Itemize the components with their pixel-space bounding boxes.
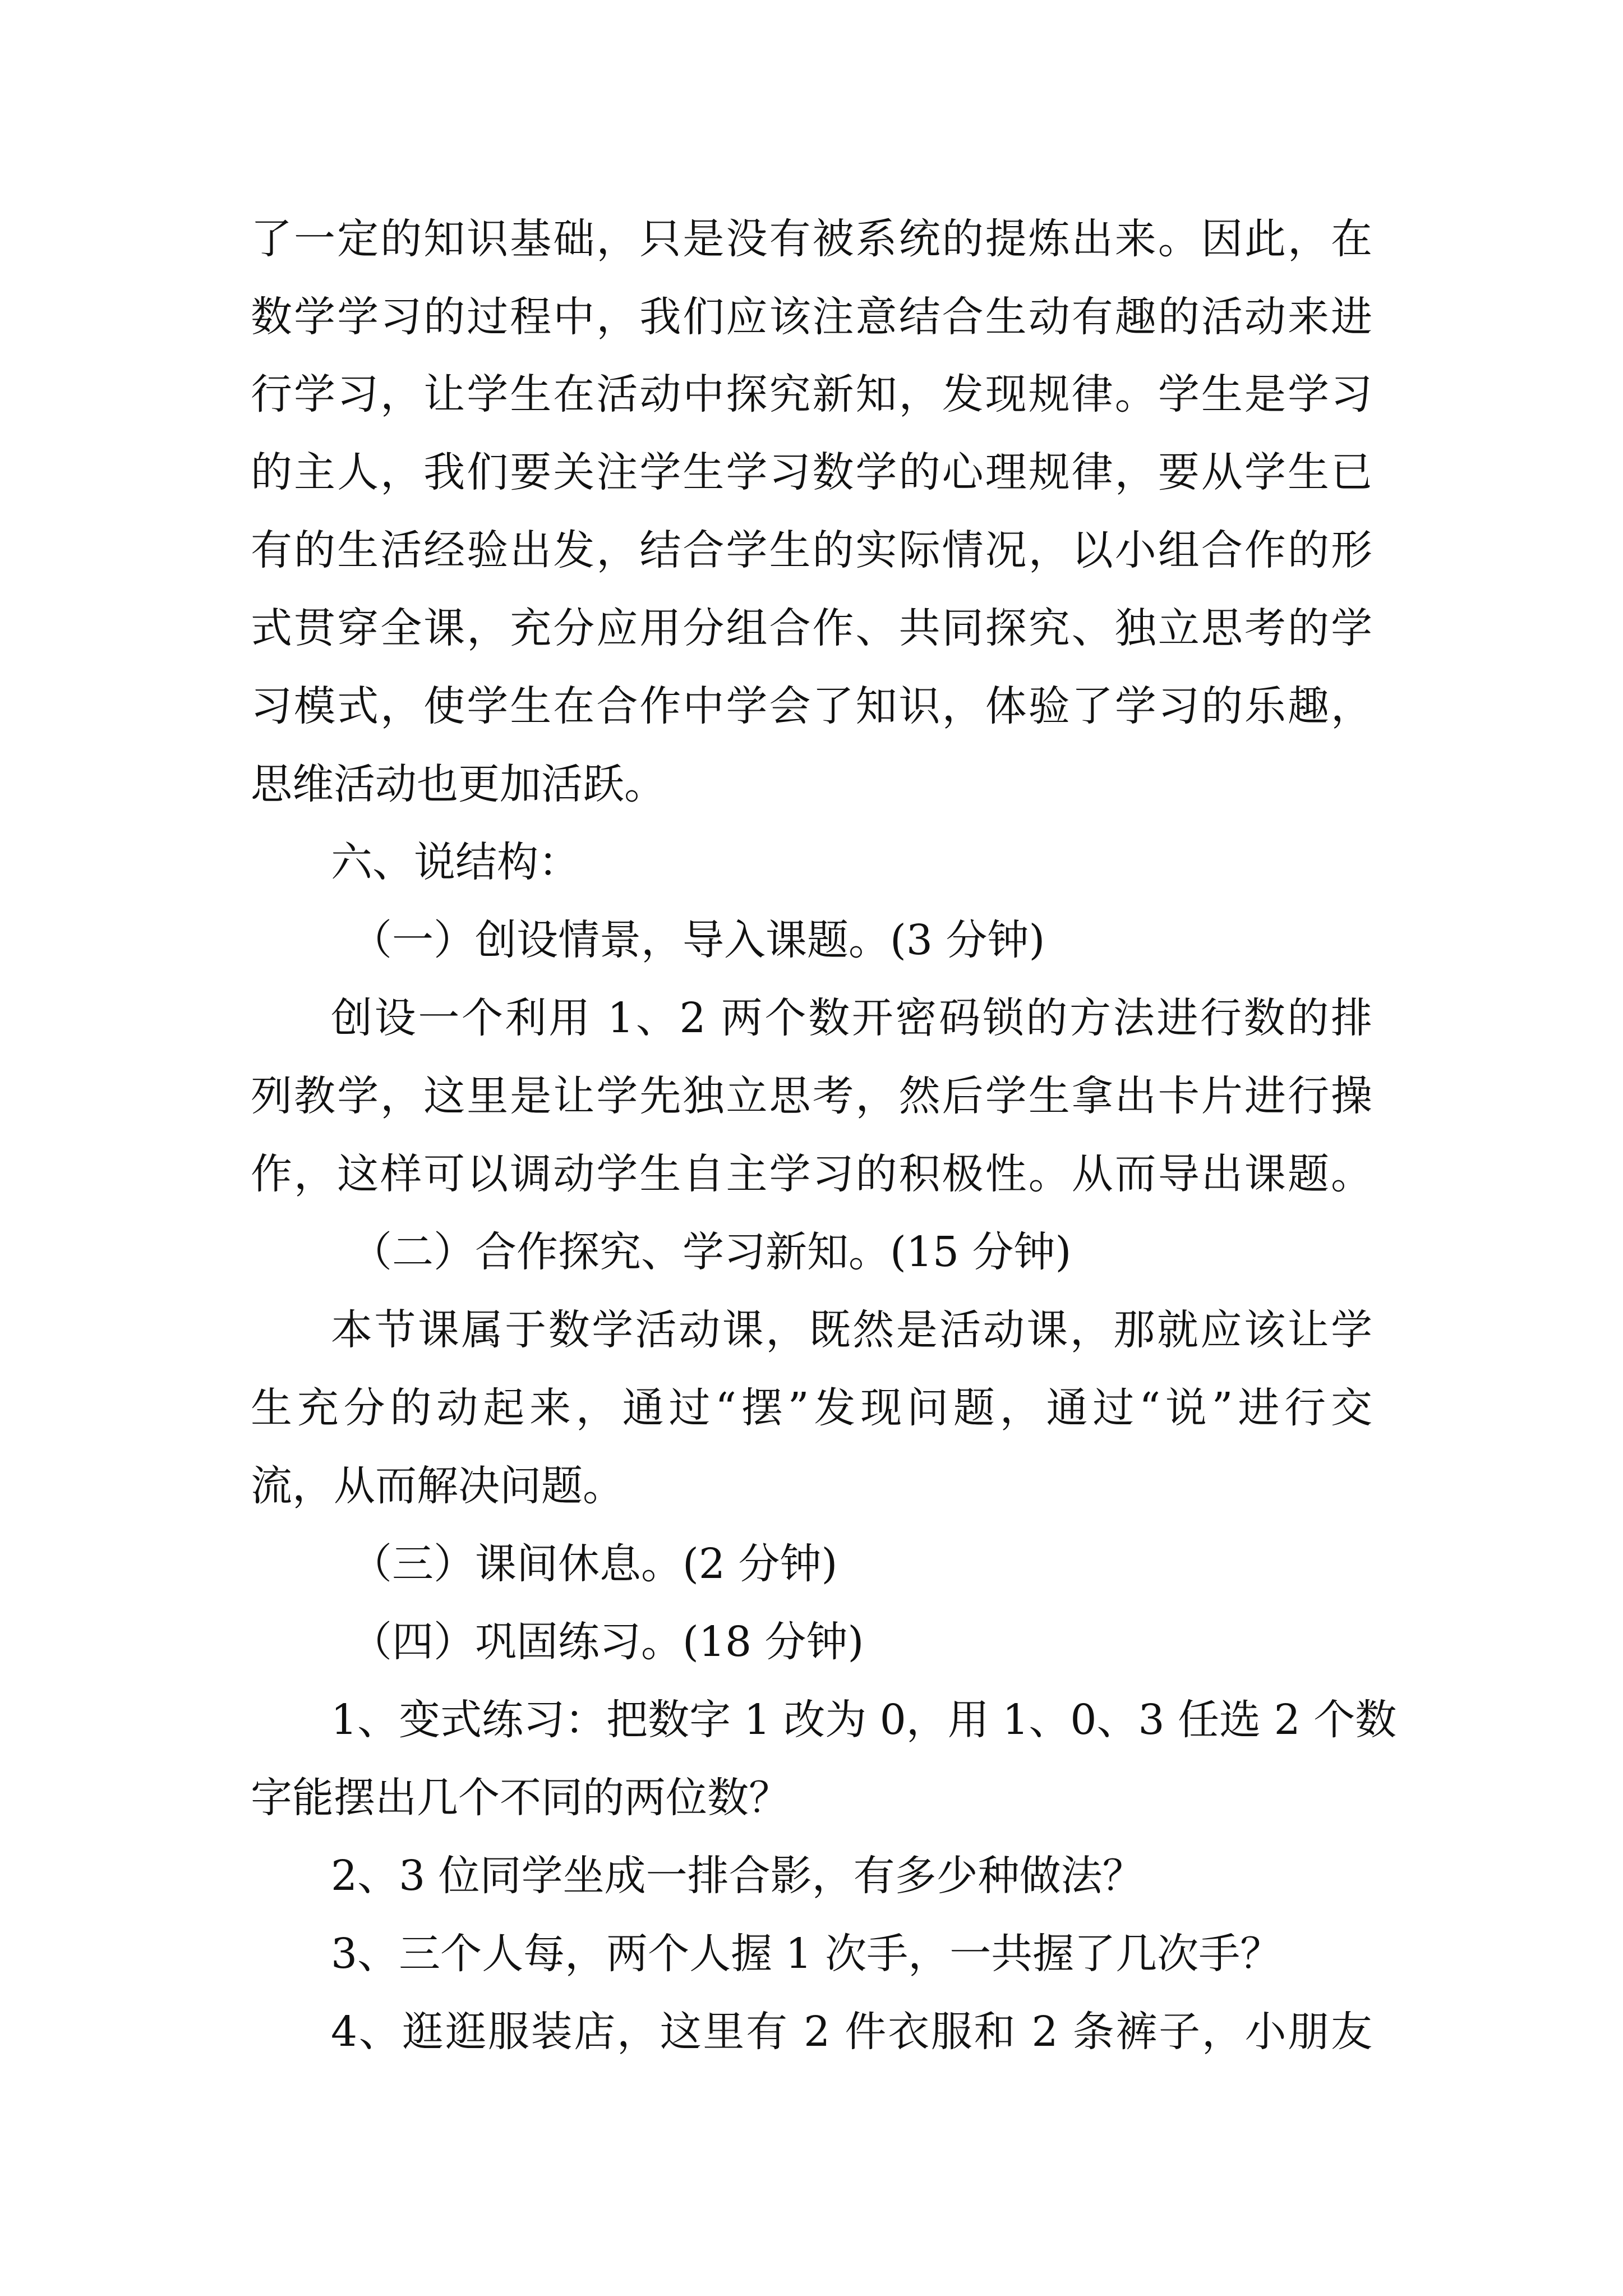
subsection-heading: （四）巩固练习。(18 分钟) bbox=[351, 1618, 864, 1666]
body-text-line: 数学学习的过程中，我们应该注意结合生动有趣的活动来进 bbox=[251, 293, 1372, 341]
subsection-heading: （二）合作探究、学习新知。(15 分钟) bbox=[351, 1228, 1072, 1276]
body-text-line: 作，这样可以调动学生自主学习的积极性。从而导出课题。 bbox=[251, 1150, 1372, 1198]
body-text-line: 行学习，让学生在活动中探究新知，发现规律。学生是学习 bbox=[251, 370, 1372, 418]
list-item-line: 字能摆出几个不同的两位数？ bbox=[251, 1774, 790, 1822]
section-heading: 六、说结构： bbox=[331, 838, 580, 886]
list-item-line: 3、三个人每，两个人握 1 次手，一共握了几次手？ bbox=[331, 1930, 1282, 1978]
body-text-line: 习模式，使学生在合作中学会了知识，体验了学习的乐趣， bbox=[251, 682, 1372, 730]
body-text-line: 式贯穿全课，充分应用分组合作、共同探究、独立思考的学 bbox=[251, 604, 1372, 652]
list-item-line: 2、3 位同学坐成一排合影，有多少种做法？ bbox=[331, 1852, 1144, 1900]
body-text-line: 流，从而解决问题。 bbox=[251, 1462, 624, 1510]
body-text-line: 有的生活经验出发，结合学生的实际情况，以小组合作的形 bbox=[251, 526, 1372, 574]
body-text-line: 列教学，这里是让学先独立思考，然后学生拿出卡片进行操 bbox=[251, 1072, 1372, 1120]
body-text-line: 生充分的动起来，通过“摆”发现问题，通过“说”进行交 bbox=[251, 1384, 1372, 1432]
list-item-line: 1、变式练习：把数字 1 改为 0，用 1、0、3 任选 2 个数 bbox=[331, 1696, 1397, 1744]
body-text-line: 了一定的知识基础，只是没有被系统的提炼出来。因此，在 bbox=[251, 215, 1372, 263]
subsection-heading: （一）创设情景，导入课题。(3 分钟) bbox=[351, 916, 1045, 964]
subsection-heading: （三）课间休息。(2 分钟) bbox=[351, 1540, 838, 1588]
body-text-line: 创设一个利用 1、2 两个数开密码锁的方法进行数的排 bbox=[331, 994, 1372, 1042]
body-text-line: 的主人，我们要关注学生学习数学的心理规律，要从学生已 bbox=[251, 448, 1372, 496]
body-text-line: 思维活动也更加活跃。 bbox=[251, 760, 666, 808]
list-item-line: 4、逛逛服装店，这里有 2 件衣服和 2 条裤子，小朋友 bbox=[331, 2008, 1372, 2056]
body-text-line: 本节课属于数学活动课，既然是活动课，那就应该让学 bbox=[331, 1306, 1372, 1354]
